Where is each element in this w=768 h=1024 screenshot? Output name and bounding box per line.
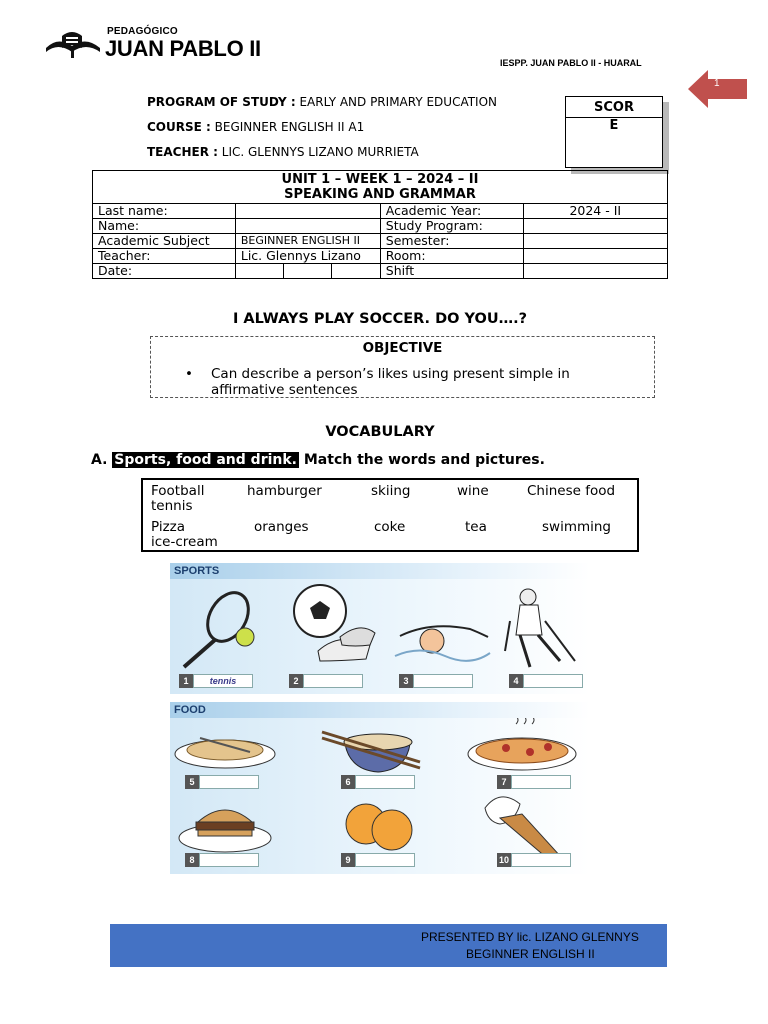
logo-title: JUAN PABLO II xyxy=(105,36,261,61)
row-label: Name: xyxy=(93,219,236,234)
row-value[interactable]: Lic. Glennys Lizano xyxy=(235,249,380,264)
word-item: swimming xyxy=(542,519,612,535)
bullet-icon: • xyxy=(185,366,193,382)
row-value[interactable] xyxy=(523,219,667,234)
section-a-heading xyxy=(91,452,545,468)
row-value[interactable] xyxy=(523,234,667,249)
food-panel-header: FOOD xyxy=(174,704,206,716)
date-month-cell[interactable] xyxy=(284,264,332,278)
row-value[interactable] xyxy=(235,219,380,234)
teacher-label: TEACHER : xyxy=(147,145,218,159)
word-bank xyxy=(141,478,639,552)
table-row xyxy=(93,264,668,279)
score-label-2: E xyxy=(609,118,619,133)
course-value: BEGINNER ENGLISH II A1 xyxy=(214,120,365,134)
vocabulary-title: VOCABULARY xyxy=(325,424,435,440)
row-value[interactable] xyxy=(235,264,380,279)
answer-field[interactable]: 1 tennis xyxy=(179,674,253,688)
row-label: Last name: xyxy=(93,204,236,219)
table-row xyxy=(93,219,668,234)
school-name: IESPP. JUAN PABLO II - HUARAL xyxy=(500,58,642,68)
school-logo-icon xyxy=(44,28,104,64)
table-row xyxy=(93,234,668,249)
teacher-line xyxy=(147,145,419,159)
word-item: ice-cream xyxy=(151,534,218,550)
footer-presenter: PRESENTED BY lic. LIZANO GLENNYS xyxy=(421,930,639,944)
date-year-cell[interactable] xyxy=(332,264,379,278)
section-letter: A. xyxy=(91,452,108,468)
word-item: Chinese food xyxy=(527,483,616,499)
row-value[interactable]: BEGINNER ENGLISH II xyxy=(235,234,380,249)
sports-panel xyxy=(170,563,590,694)
footer-bar xyxy=(110,924,667,967)
teacher-value: LIC. GLENNYS LIZANO MURRIETA xyxy=(221,145,419,159)
answer-field[interactable]: 2 xyxy=(289,674,363,688)
section-instruction: Match the words and pictures. xyxy=(299,452,545,468)
program-line xyxy=(147,95,497,109)
course-label: COURSE : xyxy=(147,120,211,134)
word-item: wine xyxy=(457,483,489,499)
hamburger-icon xyxy=(179,810,271,852)
row-label: Academic Year: xyxy=(380,204,523,219)
lesson-title: I ALWAYS PLAY SOCCER. DO YOU….? xyxy=(232,311,528,327)
answer-field[interactable]: 10 xyxy=(497,853,571,867)
skier-icon xyxy=(505,589,575,667)
answer-field[interactable]: 9 xyxy=(341,853,415,867)
unit-title: UNIT 1 – WEEK 1 – 2024 – II xyxy=(281,172,479,187)
row-label: Semester: xyxy=(380,234,523,249)
program-value: EARLY AND PRIMARY EDUCATION xyxy=(299,95,498,109)
row-value[interactable] xyxy=(523,249,667,264)
logo-subtitle: PEDAGÓGICO xyxy=(107,26,178,37)
row-value[interactable] xyxy=(523,264,667,279)
row-value[interactable] xyxy=(235,204,380,219)
objective-heading: OBJECTIVE xyxy=(362,340,443,356)
word-item: tennis xyxy=(151,498,193,514)
row-label: Study Program: xyxy=(380,219,523,234)
student-info-table xyxy=(92,170,668,279)
word-item: Pizza xyxy=(151,519,186,535)
word-item: oranges xyxy=(254,519,309,535)
section-highlight: Sports, food and drink. xyxy=(114,452,297,468)
spaghetti-plate-icon xyxy=(175,738,275,768)
date-day-cell[interactable] xyxy=(236,264,284,278)
page-arrow-icon xyxy=(688,70,748,112)
answer-field[interactable]: 5 xyxy=(185,775,259,789)
sports-panel-header: SPORTS xyxy=(174,565,220,577)
unit-subtitle: SPEAKING AND GRAMMAR xyxy=(284,187,476,202)
football-boots-icon xyxy=(294,585,375,661)
program-label: PROGRAM OF STUDY : xyxy=(147,95,296,109)
chinese-food-bowl-icon xyxy=(322,732,420,772)
objective-box xyxy=(150,336,655,398)
row-label: Academic Subject xyxy=(93,234,236,249)
answer-field[interactable]: 8 xyxy=(185,853,259,867)
tennis-racket-icon xyxy=(184,585,257,667)
footer-course: BEGINNER ENGLISH II xyxy=(466,947,595,961)
table-row xyxy=(93,249,668,264)
answer-field[interactable]: 6 xyxy=(341,775,415,789)
word-item: skiing xyxy=(371,483,411,499)
word-item: Football xyxy=(151,483,205,499)
oranges-icon xyxy=(346,804,412,850)
row-label: Shift xyxy=(380,264,523,279)
score-label-1: SCOR xyxy=(566,97,662,118)
table-header xyxy=(93,171,668,204)
answer-field[interactable]: 7 xyxy=(497,775,571,789)
pizza-icon xyxy=(468,718,576,770)
objective-item xyxy=(185,366,611,398)
page-number: 1 xyxy=(714,78,720,89)
score-box[interactable] xyxy=(565,96,663,168)
course-line xyxy=(147,120,364,134)
word-item: hamburger xyxy=(247,483,322,499)
row-label: Date: xyxy=(93,264,236,279)
swimmer-icon xyxy=(395,626,490,661)
food-panel xyxy=(170,702,590,874)
objective-text: Can describe a person’s likes using present simple in affirmative sentences xyxy=(211,366,570,398)
answer-field[interactable]: 4 xyxy=(509,674,583,688)
row-value[interactable]: 2024 - II xyxy=(523,204,667,219)
word-item: coke xyxy=(374,519,406,535)
row-label: Room: xyxy=(380,249,523,264)
table-row xyxy=(93,204,668,219)
row-label: Teacher: xyxy=(93,249,236,264)
word-item: tea xyxy=(465,519,487,535)
answer-field[interactable]: 3 xyxy=(399,674,473,688)
